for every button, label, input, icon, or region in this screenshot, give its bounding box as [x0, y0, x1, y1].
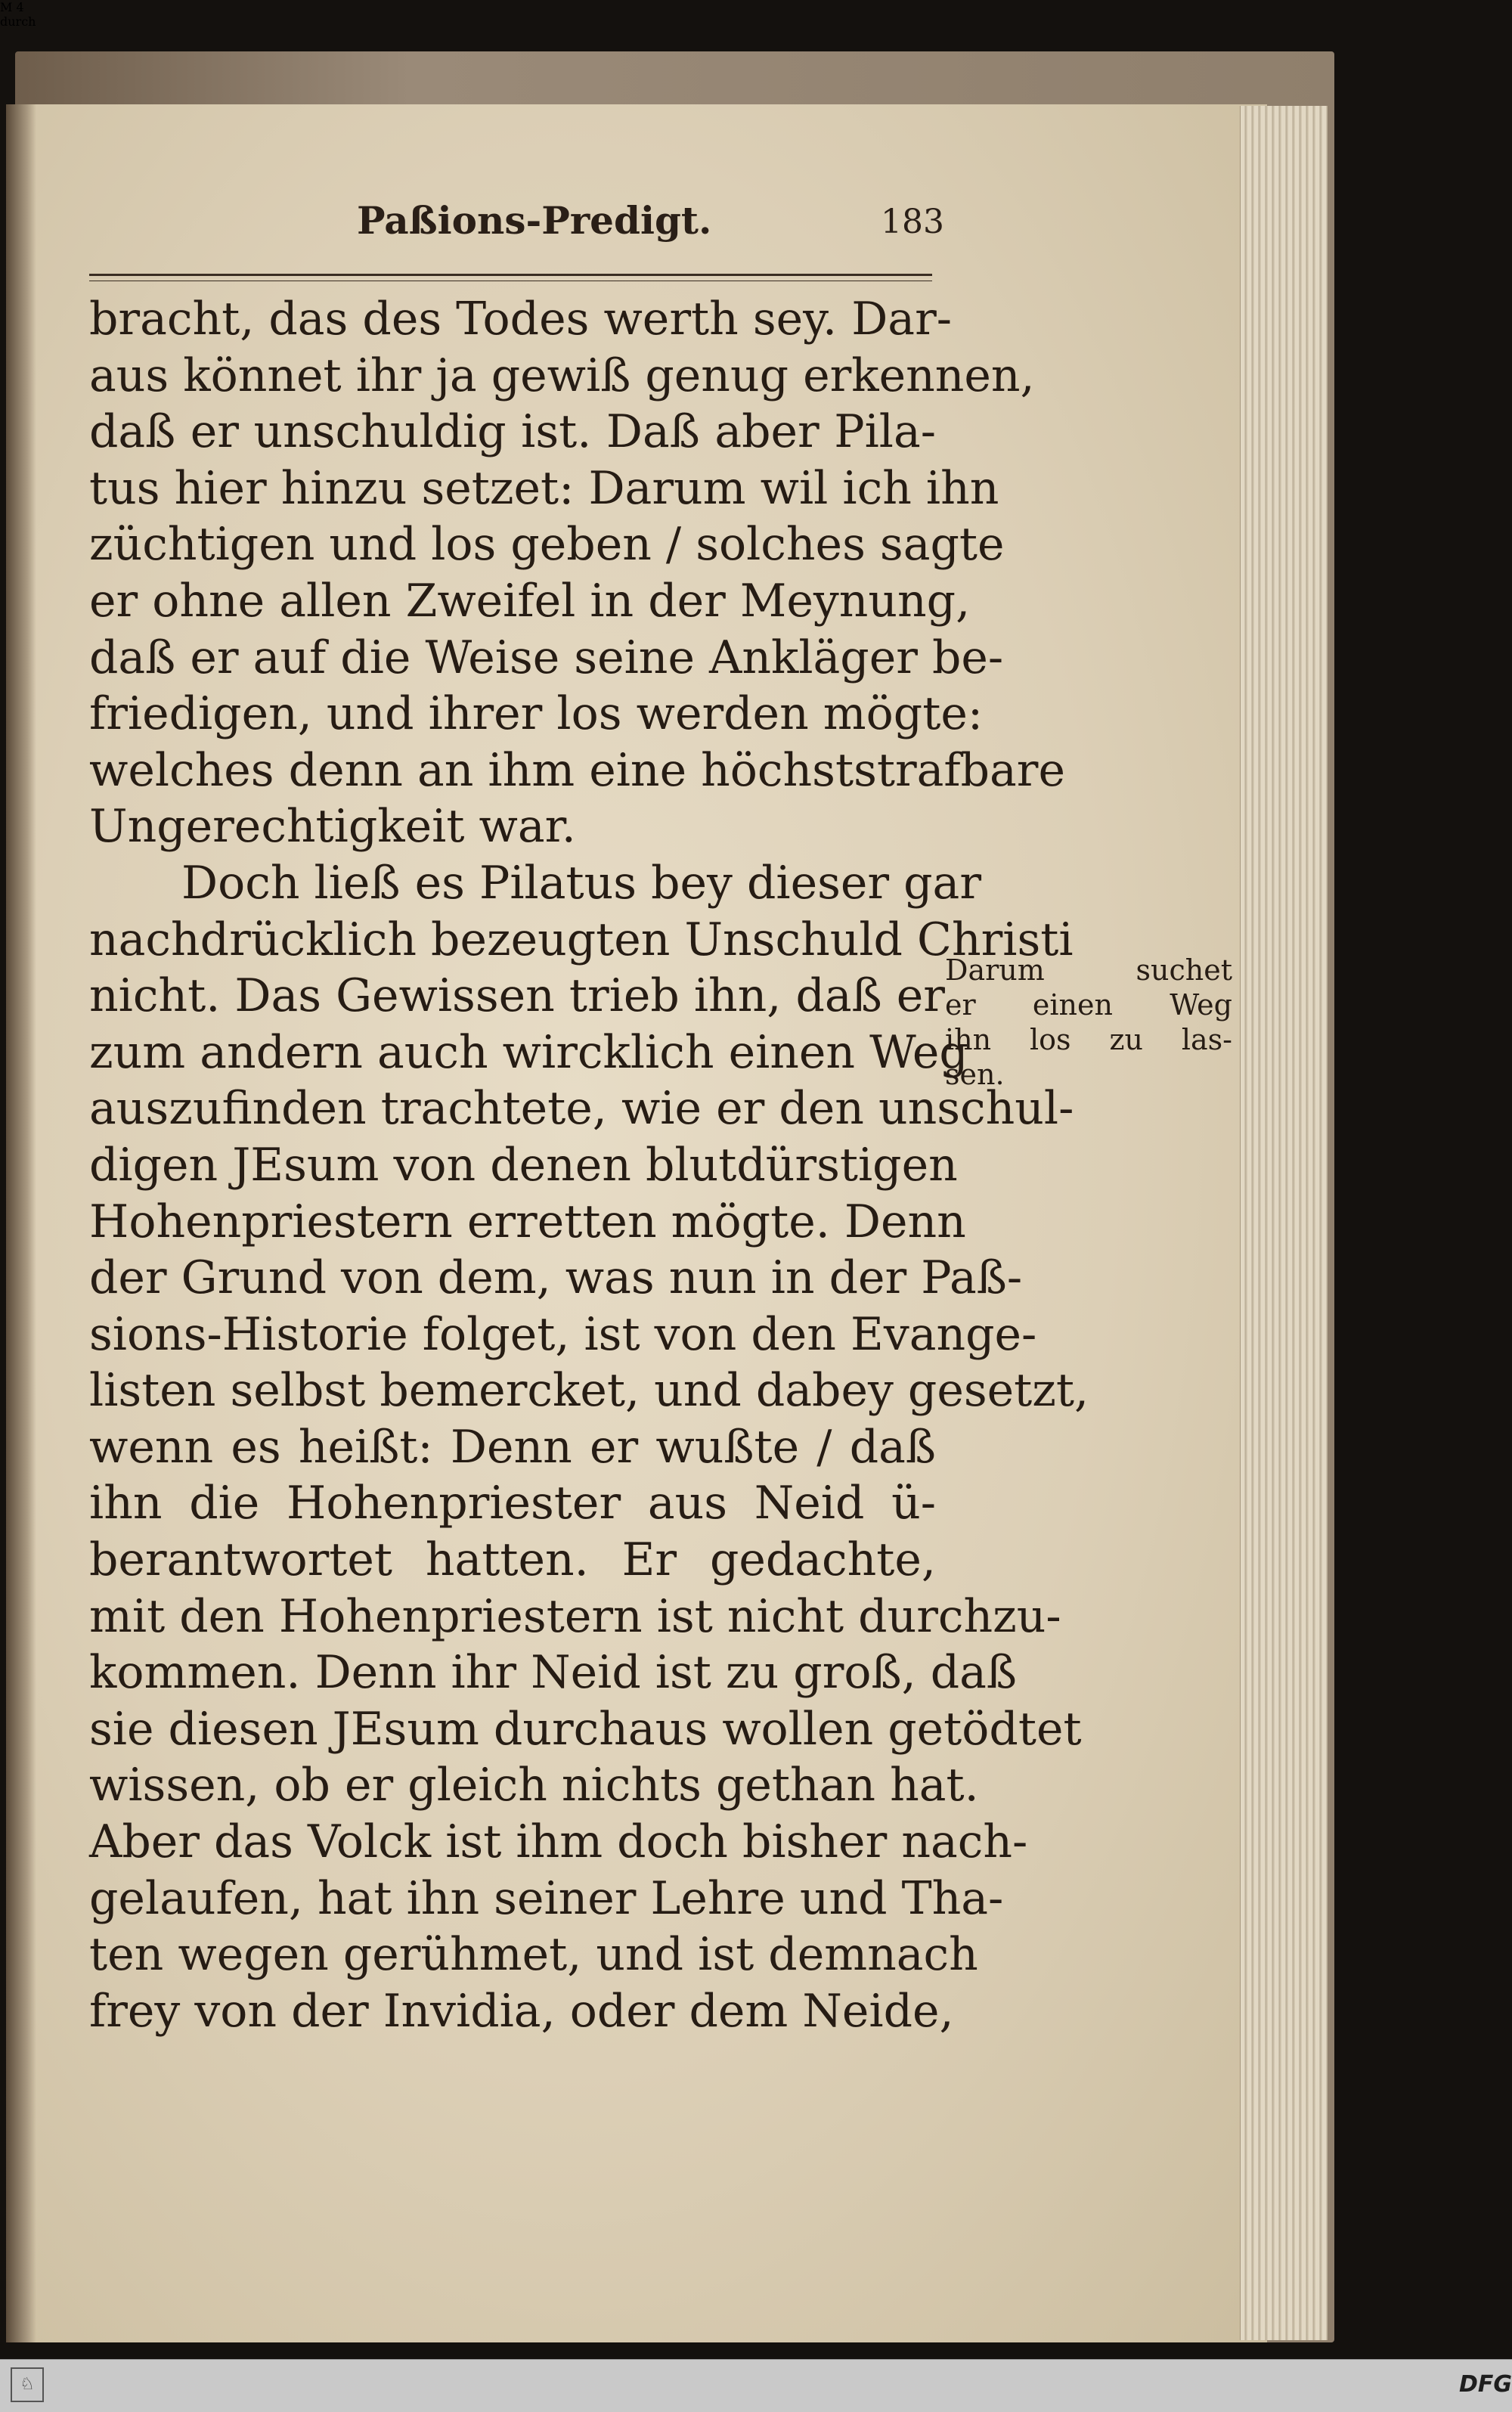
- text-line: Doch ließ es Pilatus bey dieser gar: [181, 856, 981, 910]
- text-line: der Grund von dem, was nun in der Paß-: [89, 1251, 1023, 1305]
- text-line: nachdrücklich bezeugten Unschuld Christi: [89, 913, 1074, 966]
- dfg-logo: DFG: [1459, 2371, 1512, 2398]
- text-line: Hohenpriestern erretten mögte. Denn: [89, 1195, 966, 1248]
- text-line: berantwortet hatten. Er gedachte,: [89, 1533, 936, 1587]
- margin-note-line: Darum suchet: [945, 953, 1232, 987]
- text-line: bracht, das des Todes werth sey. Dar-: [89, 293, 953, 346]
- text-line: daß er auf die Weise seine Ankläger be-: [89, 631, 1004, 684]
- text-line: daß er unschuldig ist. Daß aber Pila-: [89, 405, 936, 459]
- text-line: welches denn an ihm eine höchststrafbare: [89, 743, 1065, 797]
- margin-note-line: sen.: [945, 1058, 1005, 1091]
- book-gutter: [6, 104, 36, 2342]
- text-line: wenn es heißt: Denn er wußte / daß: [89, 1420, 936, 1474]
- text-line: ihn die Hohenpriester aus Neid ü-: [89, 1477, 936, 1530]
- signature-mark: M 4: [0, 0, 24, 14]
- text-line: aus könnet ihr ja gewiß genug erkennen,: [89, 349, 1035, 402]
- text-line: Aber das Volck ist ihm doch bisher nach-: [89, 1815, 1028, 1869]
- text-line: sie diesen JEsum durchaus wollen getödtet: [89, 1702, 1082, 1756]
- text-line: listen selbst bemercket, und dabey gesetzt,: [89, 1364, 1089, 1418]
- header-rule: [89, 274, 932, 281]
- text-line: Ungerechtigkeit war.: [89, 800, 576, 854]
- margin-note-line: er einen Weg: [945, 988, 1232, 1022]
- text-line: er ohne allen Zweifel in der Meynung,: [89, 574, 971, 628]
- library-logo-icon: ♘: [11, 2367, 44, 2402]
- text-line: zum andern auch wircklich einen Weg: [89, 1025, 968, 1079]
- scan-footer-bar: [0, 2359, 1512, 2412]
- text-line: gelaufen, hat ihn seiner Lehre und Tha-: [89, 1871, 1004, 1925]
- catchword: durch: [0, 14, 36, 29]
- text-line: tus hier hinzu setzet: Darum wil ich ihn: [89, 461, 999, 515]
- text-line: nicht. Das Gewissen trieb ihn, daß er: [89, 969, 945, 1023]
- margin-note-line: ihn los zu las-: [945, 1023, 1232, 1056]
- text-line: wissen, ob er gleich nichts gethan hat.: [89, 1759, 979, 1812]
- text-line: sions-Historie folget, ist von den Evange-: [89, 1307, 1037, 1361]
- text-line: friedigen, und ihrer los werden mögte:: [89, 687, 984, 741]
- text-line: frey von der Invidia, oder dem Neide,: [89, 1984, 954, 2038]
- running-head: Paßions-Predigt.: [357, 198, 712, 243]
- text-line: digen JEsum von denen blutdürstigen: [89, 1138, 958, 1192]
- page-edges: [1240, 106, 1328, 2340]
- text-line: züchtigen und los geben / solches sagte: [89, 518, 1005, 572]
- text-line: ten wegen gerühmet, und ist demnach: [89, 1928, 978, 1982]
- margin-note: [945, 953, 1232, 1092]
- page-number: 183: [881, 203, 944, 241]
- text-line: auszufinden trachtete, wie er den unschul-: [89, 1082, 1074, 1136]
- text-line: kommen. Denn ihr Neid ist zu groß, daß: [89, 1646, 1017, 1700]
- text-line: mit den Hohenpriestern ist nicht durchzu-: [89, 1589, 1061, 1643]
